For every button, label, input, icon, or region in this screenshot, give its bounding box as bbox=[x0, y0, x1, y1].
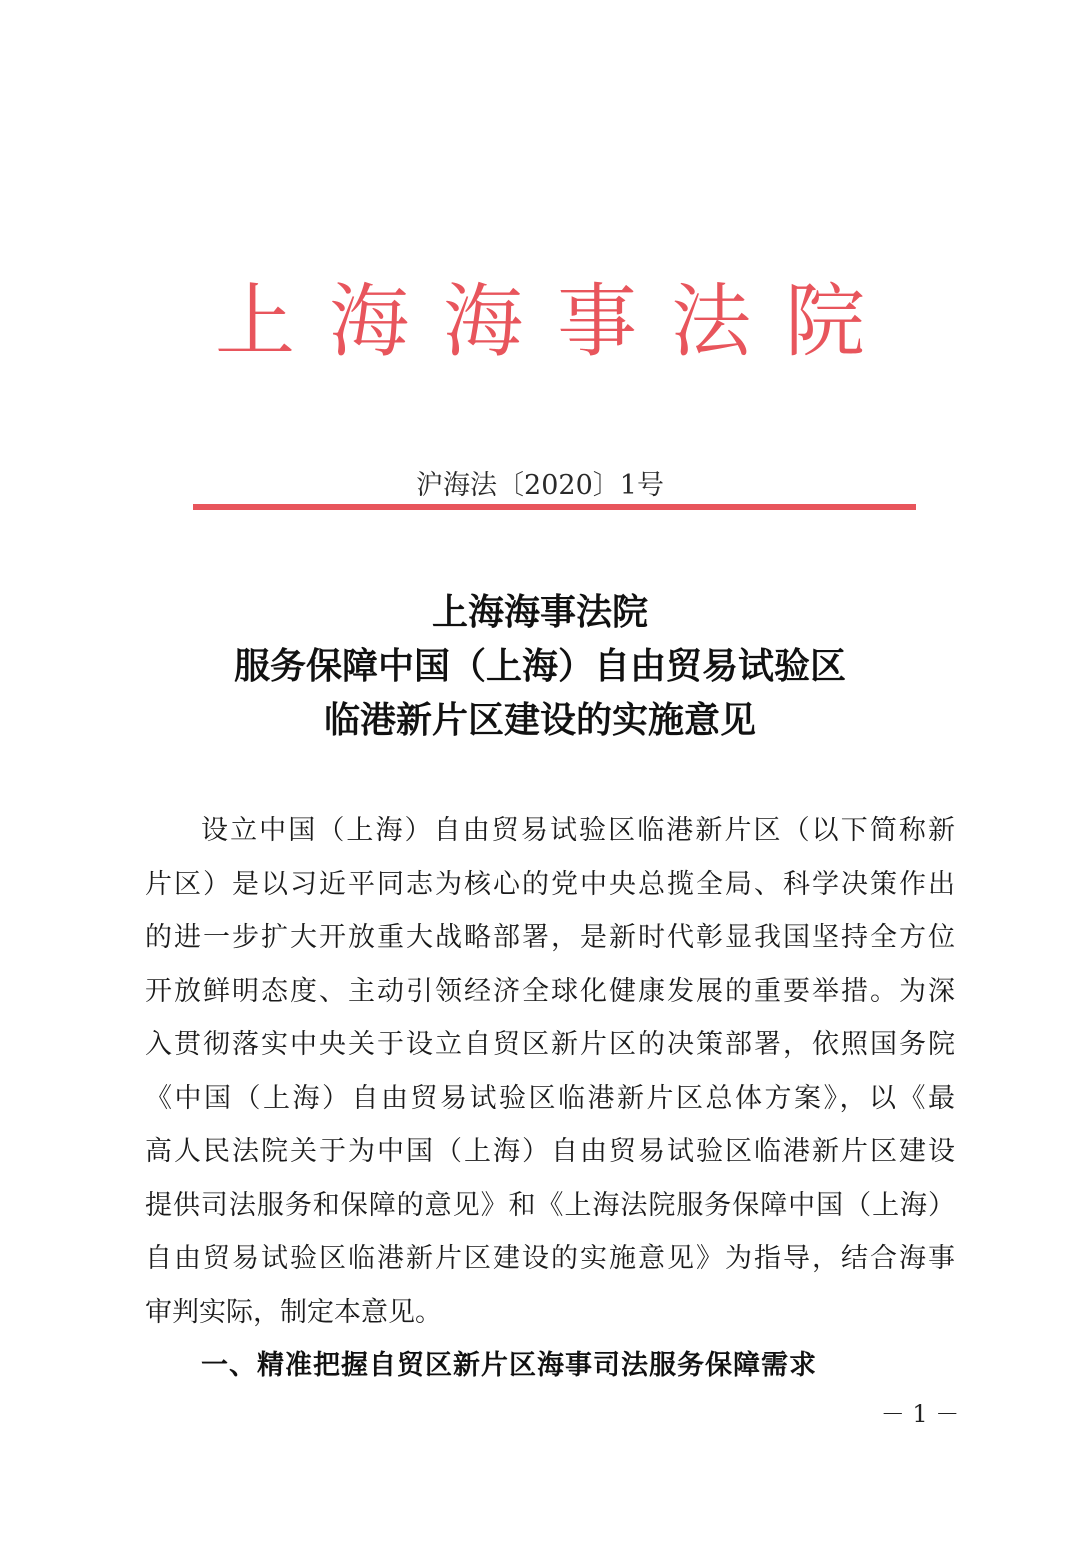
body-line: 自由贸易试验区临港新片区建设的实施意见》为指导，结合海事 bbox=[145, 1243, 955, 1274]
title-line-1: 上海海事法院 bbox=[431, 591, 648, 633]
body-line: 入贯彻落实中央关于设立自贸区新片区的决策部署，依照国务院 bbox=[145, 1029, 955, 1060]
body-line: 提供司法服务和保障的意见》和《上海法院服务保障中国（上海） bbox=[145, 1189, 955, 1221]
body-line: 片区）是以习近平同志为核心的党中央总揽全局、科学决策作出 bbox=[145, 868, 955, 900]
body-line: 审判实际，制定本意见。 bbox=[145, 1296, 442, 1328]
page-number: － 1 － bbox=[880, 1400, 960, 1428]
body-paragraph bbox=[145, 804, 955, 1339]
body-line: 设立中国（上海）自由贸易试验区临港新片区（以下简称新 bbox=[201, 815, 955, 846]
title-line-3: 临港新片区建设的实施意见 bbox=[323, 699, 756, 741]
body-line: 的进一步扩大开放重大战略部署，是新时代彰显我国坚持全方位 bbox=[145, 922, 955, 953]
body-line: 开放鲜明态度、主动引领经济全球化健康发展的重要举措。为深 bbox=[145, 975, 955, 1007]
red-separator-line bbox=[193, 504, 916, 510]
document-title bbox=[0, 585, 1080, 747]
body-line: 高人民法院关于为中国（上海）自由贸易试验区临港新片区建设 bbox=[145, 1136, 955, 1167]
body-line: 《中国（上海）自由贸易试验区临港新片区总体方案》，以《最 bbox=[145, 1082, 955, 1114]
issuer-letterhead: 上海海事法院 bbox=[215, 275, 899, 368]
section-heading: 一、精准把握自贸区新片区海事司法服务保障需求 bbox=[201, 1350, 817, 1381]
title-line-2: 服务保障中国（上海）自由贸易试验区 bbox=[233, 645, 846, 687]
document-number: 沪海法〔2020〕1号 bbox=[416, 470, 664, 501]
